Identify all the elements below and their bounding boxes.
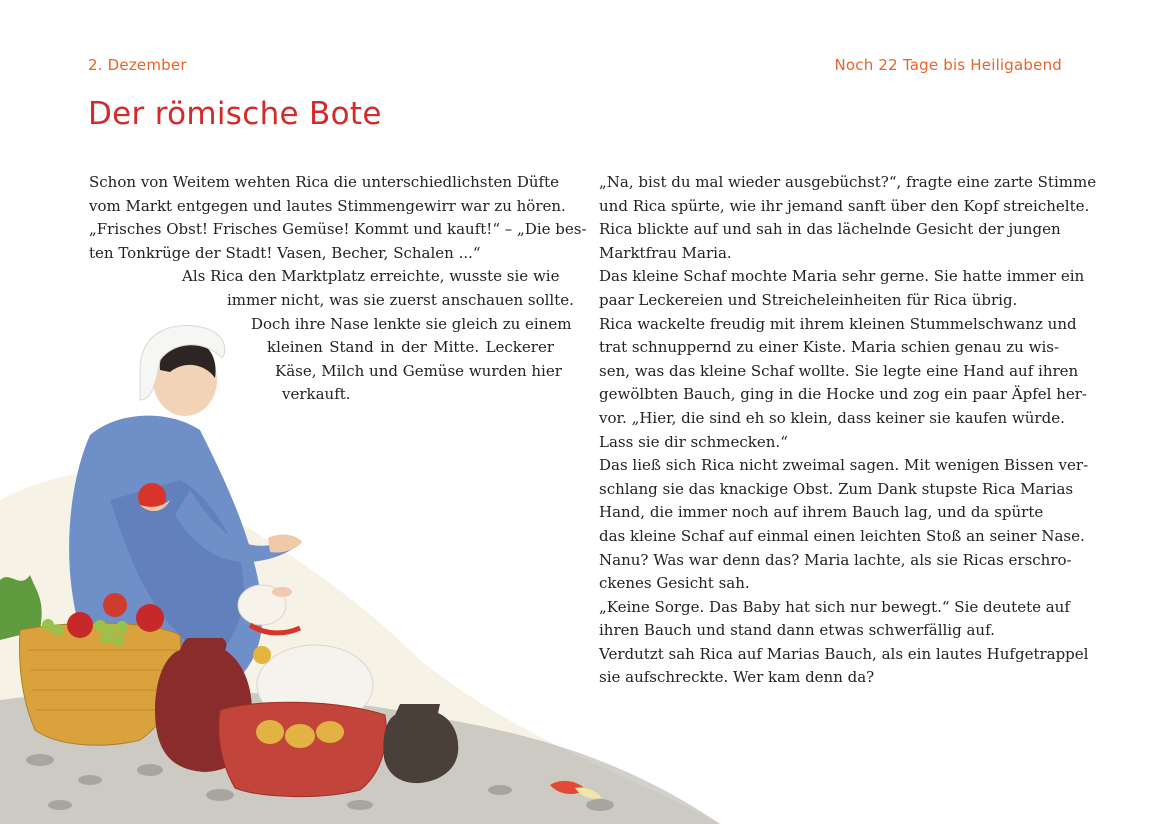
sheep-bell <box>253 646 271 664</box>
paragraph-line: trat schnuppernd zu einer Kiste. Maria schien genau zu wis- <box>599 338 1060 357</box>
paragraph-line: „Frisches Obst! Frisches Gemüse! Kommt und kauft!“ – „Die bes- <box>89 220 587 239</box>
paragraph-line: gewölbten Bauch, ging in die Hocke und zog ein paar Äpfel her- <box>599 385 1087 404</box>
paragraph-line: schlang sie das knackige Obst. Zum Dank stupste Rica Marias <box>599 479 1074 498</box>
paragraph-line: vom Markt entgegen und lautes Stimmengewirr war zu hören. <box>89 196 566 215</box>
paragraph-line: Marktfrau Maria. <box>599 243 732 262</box>
chapter-title: Der römische Bote <box>88 96 382 132</box>
paragraph-line: Das ließ sich Rica nicht zweimal sagen. Mit wenigen Bissen ver- <box>599 456 1089 475</box>
paragraph-line: Verdutzt sah Rica auf Marias Bauch, als ein lautes Hufgetrappel <box>599 644 1089 663</box>
paragraph-line: und Rica spürte, wie ihr jemand sanft über den Kopf streichelte. <box>599 196 1090 215</box>
page-date: 2. Dezember <box>88 56 187 74</box>
paragraph-line: vor. „Hier, die sind eh so klein, dass keiner sie kaufen würde. <box>599 408 1065 427</box>
paragraph-line: sen, was das kleine Schaf wollte. Sie legte eine Hand auf ihren <box>599 361 1079 380</box>
red-apple <box>136 604 164 632</box>
paragraph-line: Das kleine Schaf mochte Maria sehr gerne. Sie hatte immer ein <box>599 267 1085 286</box>
paragraph-line: Lass sie dir schmecken.“ <box>599 432 788 451</box>
paragraph-line: Rica wackelte freudig mit ihrem kleinen Stummelschwanz und <box>599 314 1077 333</box>
paragraph-line: immer nicht, was sie zuerst anschauen sollte. <box>227 290 574 309</box>
paragraph-line: das kleine Schaf auf einmal einen leichten Stoß an seiner Nase. <box>599 526 1085 545</box>
paragraph-line: Als Rica den Marktplatz erreichte, wusste sie wie <box>182 267 560 286</box>
days-until-christmas: Noch 22 Tage bis Heiligabend <box>834 56 1062 74</box>
woman-hand <box>268 535 302 553</box>
onion-basket <box>219 702 386 796</box>
right-text-column <box>599 171 1097 690</box>
paragraph-line: „Na, bist du mal wieder ausgebüchst?“, fragte eine zarte Stimme <box>599 173 1097 191</box>
red-apple <box>67 612 93 638</box>
paragraph-line: ten Tonkrüge der Stadt! Vasen, Becher, Schalen ...“ <box>89 243 481 262</box>
red-apple <box>103 593 127 617</box>
left-text-column <box>89 171 587 407</box>
paragraph-line: Nanu? Was war denn das? Maria lachte, als sie Ricas erschro- <box>599 550 1072 569</box>
paragraph-line: kleinen Stand in der Mitte. Leckerer <box>267 338 554 357</box>
paragraph-line: „Keine Sorge. Das Baby hat sich nur bewegt.“ Sie deutete auf <box>599 597 1070 616</box>
paragraph-line: paar Leckereien und Streicheleinheiten für Rica übrig. <box>599 290 1018 309</box>
paragraph-line: ihren Bauch und stand dann etwas schwerfällig auf. <box>599 621 995 640</box>
paragraph-line: Hand, die immer noch auf ihrem Bauch lag, und da spürte <box>599 503 1044 522</box>
paragraph-line: Schon von Weitem wehten Rica die unterschiedlichsten Düfte <box>89 173 559 191</box>
paragraph-line: ckenes Gesicht sah. <box>599 574 750 593</box>
paragraph-line: Rica blickte auf und sah in das lächelnde Gesicht der jungen <box>599 220 1061 239</box>
paragraph-line: Doch ihre Nase lenkte sie gleich zu einem <box>251 314 572 333</box>
paragraph-line: sie aufschreckte. Wer kam denn da? <box>599 668 875 687</box>
sheep-ear <box>272 587 292 597</box>
paragraph-line: verkauft. <box>282 385 351 404</box>
paragraph-line: Käse, Milch und Gemüse wurden hier <box>275 361 562 380</box>
